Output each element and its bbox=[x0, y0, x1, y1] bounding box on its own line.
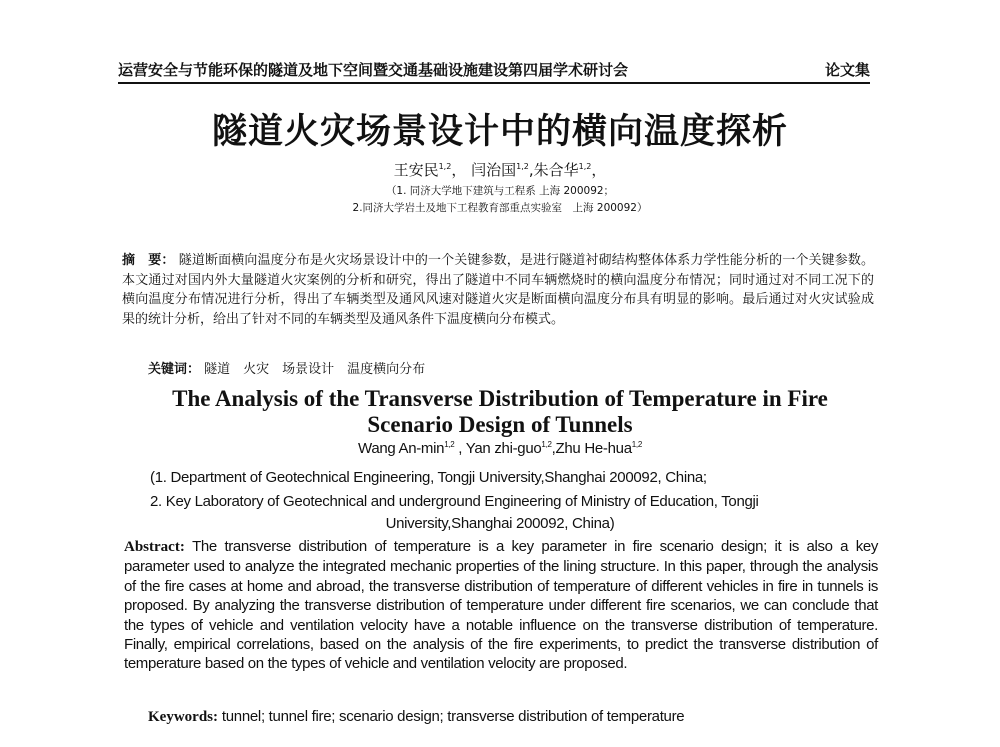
chinese-affiliation-2: 2.同济大学岩土及地下工程教育部重点实验室 上海 200092） bbox=[352, 202, 648, 214]
collection-label: 论文集 bbox=[824, 61, 870, 79]
chinese-abstract bbox=[122, 251, 874, 329]
author-name: Yan zhi-guo bbox=[465, 440, 542, 457]
abstract-text: 隧道断面横向温度分布是火灾场景设计中的一个关键参数，是进行隧道衬砌结构整体体系力学性能分析的一个关键参数。本文通过对国内外大量隧道火灾案例的分析和研究，得出了隧道中不同车辆燃烧时的横向温度分布情况；同时通过对不同工况下的横向温度分布情况进行分析，得出了车辆类型及通风风速对隧道火灾是断面横向温度分布具有明显的影响。最后通过对火灾试验成果的统计分析，给出了针对不同的车辆类型及通风条件下温度横向分布模式。 bbox=[122, 253, 874, 327]
keywords-label: 关键词： bbox=[148, 362, 201, 377]
author-affiliation-mark: 1,2 bbox=[444, 440, 455, 449]
keywords-label: Keywords: bbox=[148, 709, 218, 725]
abstract-label: 摘 要： bbox=[122, 253, 175, 268]
chinese-affiliation-1: （1. 同济大学地下建筑与工程系 上海 200092； bbox=[385, 185, 615, 197]
english-affiliation-2: 2. Key Laboratory of Geotechnical and underground Engineering of Ministry of Education, Tongji bbox=[150, 493, 759, 510]
english-affiliation-1: (1. Department of Geotechnical Engineering, Tongji University,Shanghai 200092, China; bbox=[150, 469, 707, 486]
author-affiliation-mark: 1,2 bbox=[631, 440, 642, 449]
keywords-text: tunnel; tunnel fire; scenario design; transverse distribution of temperature bbox=[221, 708, 685, 725]
keywords-text: 隧道 火灾 场景设计 温度横向分布 bbox=[204, 362, 426, 377]
author-affiliation-mark: 1,2 bbox=[516, 162, 529, 171]
author-affiliation-mark: 1,2 bbox=[578, 162, 592, 171]
chinese-keywords bbox=[148, 361, 868, 379]
english-affiliation-3: University,Shanghai 200092, China) bbox=[385, 515, 615, 532]
chinese-authors: 王安民$^{1,2}$， 闫治国$^{1,2}$,朱合华$^{1,2}$， bbox=[393, 161, 607, 179]
author-name: 闫治国 bbox=[471, 161, 517, 179]
author-name: Zhu He-hua bbox=[555, 440, 632, 457]
abstract-text: The transverse distribution of temperature is a key parameter in fire scenario design; it is also a key parameter used to analyze the integrated mechanic properties of the lining structure. In this paper, through the analysis of the fire cases at home and abroad, the transverse distribution of temperature of different vehicles in fire in tunnels is proposed. By analyzing the transverse distribution of temperature under different fire scenarios, we can conclude that the types of vehicle and ventilation velocity have a notable influence on the transverse distribution of temperature. Finally, empirical correlations, based on the analysis of the fire experiments, to predict the transverse distribution of temperature based on the types of vehicle and ventilation velocity are proposed. bbox=[124, 538, 879, 673]
author-name: 王安民 bbox=[393, 161, 439, 179]
english-abstract bbox=[124, 537, 878, 674]
running-header bbox=[118, 60, 870, 84]
conference-name: 运营安全与节能环保的隧道及地下空间暨交通基础设施建设第四届学术研讨会 bbox=[118, 61, 629, 79]
english-authors: Wang $An-\min^{1,2}$ , Yan zhi-guo$^{1,2}$,Zhu He-hua$^{1,2}$ bbox=[358, 440, 642, 457]
english-keywords bbox=[148, 707, 868, 727]
chinese-title: 隧道火灾场景设计中的横向温度探析 bbox=[211, 112, 788, 152]
author-affiliation-mark: 1,2 bbox=[438, 162, 452, 171]
english-title-line: The Analysis of the Transverse Distribution of Temperature in Fire bbox=[172, 386, 828, 411]
abstract-label: Abstract: bbox=[124, 539, 185, 555]
author-name: 朱合华 bbox=[533, 161, 579, 179]
english-title-line: Scenario Design of Tunnels bbox=[367, 412, 633, 437]
english-title bbox=[0, 386, 1000, 438]
author-affiliation-mark: 1,2 bbox=[541, 440, 552, 449]
author-name: Wang An-min bbox=[358, 440, 445, 457]
